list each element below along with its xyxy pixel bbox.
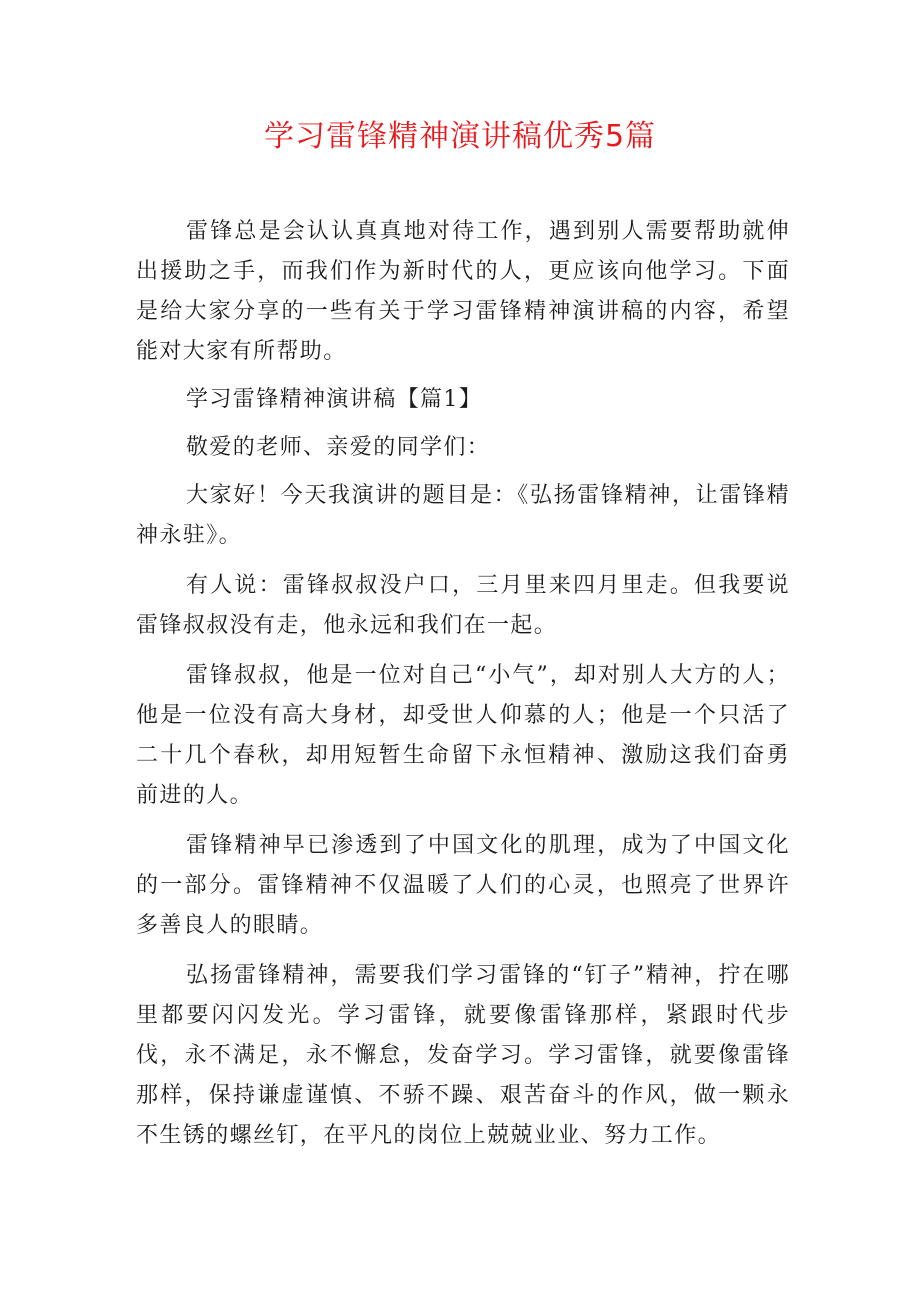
document-title: 学习雷锋精神演讲稿优秀5篇: [263, 119, 657, 154]
document-body: [136, 212, 790, 1156]
salutation: 敬爱的老师、亲爱的同学们：: [186, 435, 491, 460]
body-paragraph-2: 有人说：雷锋叔叔没户口，三月里来四月里走。但我要说雷锋叔叔没有走，他永远和我们在一起。: [136, 573, 790, 638]
body-paragraph-3: 雷锋叔叔，他是一位对自己“小气”，却对别人大方的人；他是一位没有高大身材，却受世人仰慕的人；他是一个只活了二十几个春秋，却用短暂生命留下永恒精神、激励这我们奋勇前进的人。: [136, 663, 790, 808]
body-paragraph-1: 大家好！今天我演讲的题目是：《弘扬雷锋精神，让雷锋精神永驻》。: [136, 483, 790, 548]
body-paragraph-4: 雷锋精神早已渗透到了中国文化的肌理，成为了中国文化的一部分。雷锋精神不仅温暖了人们的心灵，也照亮了世界许多善良人的眼睛。: [136, 833, 790, 938]
section-heading: 学习雷锋精神演讲稿【篇1】: [186, 387, 483, 412]
intro-paragraph: 雷锋总是会认认真真地对待工作，遇到别人需要帮助就伸出援助之手，而我们作为新时代的人，更应该向他学习。下面是给大家分享的一些有关于学习雷锋精神演讲稿的内容，希望能对大家有所帮助。: [136, 219, 790, 364]
body-paragraph-5: 弘扬雷锋精神，需要我们学习雷锋的“钉子”精神，拧在哪里都要闪闪发光。学习雷锋，就要像雷锋那样，紧跟时代步伐，永不满足，永不懈怠，发奋学习。学习雷锋，就要像雷锋那样，保持谦虚谨慎、不骄不躁、艰苦奋斗的作风，做一颗永不生锈的螺丝钉，在平凡的岗位上兢兢业业、努力工作。: [136, 963, 790, 1148]
